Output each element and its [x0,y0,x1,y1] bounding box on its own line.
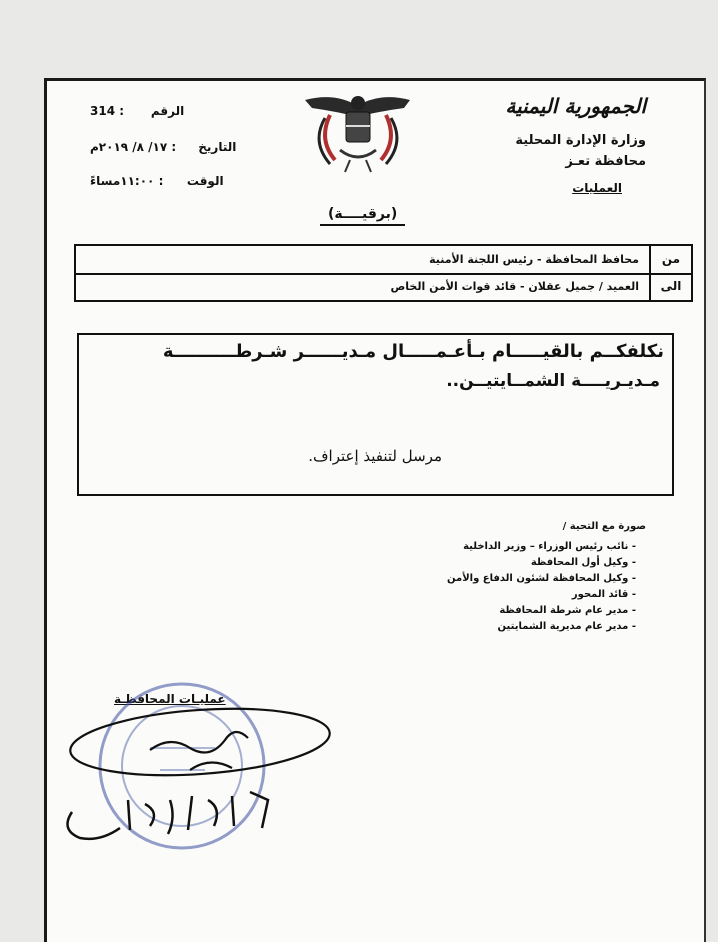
date-label: التاريخ [198,140,237,154]
copies-title: صورة مع التحية / [562,521,646,532]
body-line-3: مرسل لتنفيذ إعتراف. [308,447,442,465]
copy-item: - وكيل المحافظة لشئون الدفاع والأمن [447,571,636,587]
ministry-name: وزارة الإدارة المحلية [515,133,646,148]
signature-title: عمليـات المحافظـة [114,692,226,706]
telegram-title: (برقيــــة) [320,206,405,226]
number-label: الرقم [150,104,185,118]
copy-item: - مدير عام شرطة المحافظة [447,603,636,619]
governorate-name: محافظة تعـز [565,154,646,169]
body-line-1: نكلفكــم بالقيـــــام بـأعـمـــــال مـديــــــر شـرطــــــــــة [162,341,664,362]
from-value: محافظ المحافظة - رئيس اللجنة الأمنية [429,253,639,266]
department-name: العمليات [572,181,622,195]
to-value: العميد / جميل عقلان - قائد قوات الأمن الخاص [390,280,639,293]
time-value: : ١١:٠٠مساءً [90,174,164,188]
copy-item: - مدير عام مديرية الشمايتين [447,619,636,635]
copy-item: - نائب رئيس الوزراء – وزير الداخلية [447,539,636,555]
time-label: الوقت [186,174,224,188]
to-label: الى [649,273,691,300]
brand-title: الجمهورية اليمنية [505,94,646,118]
from-label: من [649,246,691,273]
handwritten-date-icon [68,792,269,839]
copy-item: - وكيل أول المحافظة [447,555,636,571]
number-value: : 314 [90,104,125,118]
date-value: : ١٧/ ٨/ ٢٠١٩م [90,140,177,154]
body-line-2: مـديـريــــة الشمــايتيــن.. [446,371,660,391]
copy-item: - قائد المحور [447,587,636,603]
